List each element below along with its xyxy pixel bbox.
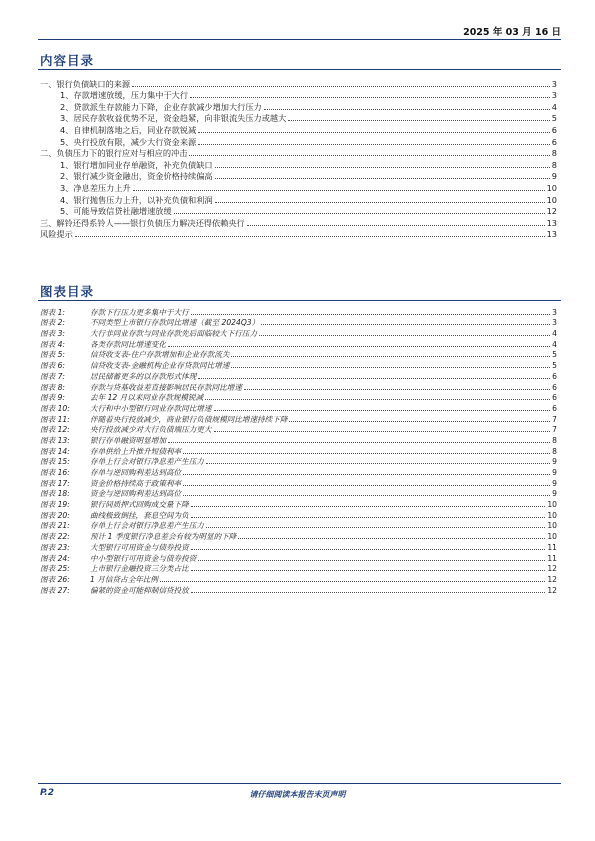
chart-number: 图表 26:: [40, 574, 70, 584]
chart-entry-label: 存款下行压力更多集中于大行: [90, 307, 189, 317]
toc-entry-label: 4、自律机制落地之后，同业存款锐减: [60, 124, 197, 135]
toc-entry[interactable]: [40, 171, 557, 183]
chart-list-entry[interactable]: [40, 403, 557, 414]
chart-entry-label: 银行间质押式回购成交量下降: [90, 500, 189, 510]
footer-page-number: P.2: [40, 788, 54, 798]
dot-leader: [191, 570, 546, 571]
chart-number: 图表 2:: [40, 318, 65, 328]
toc-entry-label: 3、净息差压力上升: [60, 182, 131, 193]
toc-entry-page: 13: [546, 229, 557, 240]
chart-entry-page: 12: [547, 574, 557, 584]
chart-number: 图表 6:: [40, 361, 65, 371]
dot-leader: [289, 421, 550, 422]
dot-leader: [206, 527, 545, 528]
chart-entry-label: 预计 1 季度银行净息差会有较为明显的下降: [90, 532, 237, 542]
chart-entry-page: 7: [552, 414, 557, 424]
chart-entry-label: 去年 12 月以来同业存款规模锐减: [90, 393, 204, 403]
dot-leader: [183, 474, 550, 475]
toc-entry[interactable]: [40, 113, 557, 125]
toc-entry[interactable]: [40, 148, 557, 160]
chart-number: 图表 17:: [40, 478, 70, 488]
toc-entry-page: 5: [551, 113, 557, 124]
chart-entry-label: 信贷收支表-住户存款增加和企业存款流失: [90, 350, 230, 360]
dot-leader: [132, 86, 550, 87]
toc-entry[interactable]: [40, 206, 557, 218]
chart-entry-page: 6: [552, 382, 557, 392]
toc-entry[interactable]: [40, 90, 557, 102]
chart-list-entry[interactable]: [40, 467, 557, 478]
dot-leader: [238, 538, 545, 539]
chart-entry-label: 伴随着央行投放减少，商业银行负债规模同比增速持续下降: [90, 414, 288, 424]
chart-entry-label: 存单上行会对银行净息差产生压力: [90, 457, 204, 467]
report-date: 2025 年 03 月 16 日: [463, 27, 561, 38]
toc-entry-label: 4、银行抛售压力上升，以补充负债和利润: [60, 194, 213, 205]
chart-list-entry[interactable]: [40, 350, 557, 361]
chart-number: 图表 16:: [40, 468, 70, 477]
chart-entry-page: 11: [547, 553, 557, 563]
dot-leader: [183, 485, 550, 486]
dot-leader: [133, 190, 545, 191]
dot-leader: [168, 346, 550, 347]
toc-entry-label: 风险提示: [40, 229, 73, 240]
toc-entry-label: 2、银行减少资金融出，资金价格持续偏高: [60, 171, 213, 182]
chart-number: 图表 10:: [40, 403, 70, 413]
chart-list-entry[interactable]: [40, 328, 557, 339]
chart-number: 图表 13:: [40, 435, 70, 445]
chart-list-entry[interactable]: [40, 318, 557, 329]
dot-leader: [261, 324, 550, 325]
dot-leader: [198, 378, 550, 379]
toc-entry-label: 一、银行负债缺口的来源: [40, 78, 131, 89]
chart-number: 图表 12:: [40, 425, 70, 435]
chart-number: 图表 5:: [40, 350, 65, 360]
chart-list-entry[interactable]: [40, 435, 557, 446]
toc-entry-page: 6: [551, 124, 557, 135]
chart-entry-page: 10: [547, 532, 557, 542]
chart-list-entry[interactable]: [40, 499, 557, 510]
chart-entry-label: 央行投放减少对大行负债端压力更大: [90, 425, 212, 435]
chart-list-entry[interactable]: [40, 574, 557, 585]
chart-number: 图表 22:: [40, 532, 70, 542]
chart-entry-page: 5: [552, 361, 557, 371]
dot-leader: [189, 155, 549, 156]
toc-title-divider: [38, 69, 561, 70]
chart-list-entry[interactable]: [40, 446, 557, 457]
toc-list: [40, 78, 557, 240]
chart-entry-page: 9: [552, 489, 557, 499]
chart-list-entry[interactable]: [40, 489, 557, 500]
toc-entry-page: 12: [546, 206, 557, 217]
chart-list-entry[interactable]: [40, 542, 557, 553]
chart-entry-page: 9: [552, 468, 557, 477]
chart-entry-label: 偏紧的资金可能抑制信贷投放: [90, 585, 189, 595]
dot-leader: [191, 592, 546, 593]
dot-leader: [174, 213, 545, 214]
chart-list-entry[interactable]: [40, 553, 557, 564]
chart-entry-page: 10: [547, 521, 557, 531]
chart-list-entry[interactable]: [40, 307, 557, 318]
toc-entry-label: 三、解铃还得系铃人——银行负债压力解决还得依赖央行: [40, 217, 245, 228]
chart-number: 图表 15:: [40, 457, 70, 467]
toc-entry-page: 3: [551, 90, 557, 101]
chart-entry-label: 资金价格持续高于政策利率: [90, 478, 182, 488]
dot-leader: [214, 410, 551, 411]
chart-number: 图表 9:: [40, 393, 65, 403]
chart-entry-page: 6: [552, 371, 557, 381]
dot-leader: [191, 506, 546, 507]
charts-title: 图表目录: [40, 284, 95, 299]
chart-entry-page: 11: [547, 542, 557, 552]
toc-entry-label: 5、央行投放有限，减少大行资金来源: [60, 136, 197, 147]
chart-entry-label: 中小型银行可用资金与债券投资: [90, 553, 197, 563]
dot-leader: [183, 453, 550, 454]
chart-number: 图表 23:: [40, 542, 70, 552]
toc-entry-page: 13: [546, 217, 557, 228]
chart-entry-label: 银行存单融资明显增加: [90, 435, 166, 445]
chart-number: 图表 27:: [40, 585, 70, 595]
chart-number: 图表 11:: [40, 414, 70, 424]
toc-entry-page: 9: [551, 171, 557, 182]
toc-entry[interactable]: [40, 136, 557, 148]
footer-divider: [38, 783, 561, 784]
dot-leader: [215, 202, 545, 203]
chart-entry-label: 大行和中小型银行同业存款同比增速: [90, 403, 212, 413]
chart-entry-label: 各类存款同比增速变化: [90, 339, 166, 349]
dot-leader: [215, 178, 550, 179]
chart-entry-page: 8: [552, 435, 557, 445]
toc-entry-page: 6: [551, 136, 557, 147]
toc-entry-label: 3、居民存款收益优势不足，资金趋紧，向非银流失压力或越大: [60, 113, 287, 124]
chart-number: 图表 4:: [40, 339, 65, 349]
chart-list-entry[interactable]: [40, 585, 557, 596]
chart-entry-label: 1 月信贷占全年比例: [90, 574, 158, 584]
charts-title-divider: [38, 300, 561, 301]
toc-entry-label: 5、可能导致信贷社融增速放缓: [60, 206, 172, 217]
dot-leader: [231, 356, 550, 357]
dot-leader: [198, 560, 545, 561]
toc-entry[interactable]: [40, 217, 557, 229]
dot-leader: [191, 549, 546, 550]
chart-entry-page: 4: [552, 329, 557, 339]
toc-entry-page: 8: [551, 159, 557, 170]
chart-entry-label: 曲线极致倒挂，套息空间为负: [90, 510, 189, 520]
dot-leader: [206, 463, 550, 464]
toc-entry[interactable]: [40, 78, 557, 90]
chart-list-entry[interactable]: [40, 371, 557, 382]
chart-list-entry[interactable]: [40, 521, 557, 532]
toc-entry-page: 10: [546, 194, 557, 205]
chart-list-entry[interactable]: [40, 531, 557, 542]
dot-leader: [75, 236, 545, 237]
chart-entry-page: 3: [552, 307, 557, 317]
chart-number: 图表 1:: [40, 307, 65, 317]
chart-entry-page: 7: [552, 425, 557, 435]
chart-number: 图表 25:: [40, 564, 70, 574]
chart-entry-label: 信贷收支表-金融机构企业存贷款同比增速: [90, 361, 230, 371]
chart-list-entry[interactable]: [40, 478, 557, 489]
chart-entry-page: 10: [547, 510, 557, 520]
dot-leader: [288, 120, 550, 121]
dot-leader: [160, 581, 545, 582]
dot-leader: [259, 335, 550, 336]
chart-list-entry[interactable]: [40, 510, 557, 521]
chart-entry-page: 6: [552, 403, 557, 413]
chart-list-entry[interactable]: [40, 339, 557, 350]
toc-entry-label: 2、贷款派生存款能力下降，企业存款减少增加大行压力: [60, 101, 262, 112]
chart-entry-page: 10: [547, 500, 557, 510]
chart-list-entry[interactable]: [40, 382, 557, 393]
dot-leader: [198, 144, 550, 145]
toc-entry[interactable]: [40, 182, 557, 194]
dot-leader: [231, 367, 550, 368]
header-divider: [38, 39, 561, 40]
dot-leader: [191, 517, 546, 518]
chart-number: 图表 19:: [40, 500, 70, 510]
footer-disclaimer-note: 请仔细阅读本报告末页声明: [249, 790, 346, 799]
chart-entry-label: 大型银行可用资金与债券投资: [90, 542, 189, 552]
chart-entry-label: 存单上行会对银行净息差产生压力: [90, 521, 204, 531]
chart-entry-label: 不同类型上市银行存款同比增速（截至 2024Q3）: [90, 318, 260, 328]
dot-leader: [214, 431, 551, 432]
chart-entry-page: 5: [552, 350, 557, 360]
chart-number: 图表 8:: [40, 382, 65, 392]
chart-list-entry[interactable]: [40, 457, 557, 468]
chart-number: 图表 21:: [40, 521, 70, 531]
chart-entry-page: 9: [552, 478, 557, 488]
chart-number: 图表 3:: [40, 329, 65, 339]
toc-entry-page: 10: [546, 182, 557, 193]
chart-entry-label: 居民储蓄更多的以存款形式体现: [90, 371, 197, 381]
chart-entry-label: 资金与逆回购利差达到高位: [90, 489, 182, 499]
chart-entry-page: 8: [552, 446, 557, 456]
chart-list-entry[interactable]: [40, 360, 557, 371]
chart-list-entry[interactable]: [40, 425, 557, 436]
toc-entry-page: 3: [551, 78, 557, 89]
chart-entry-page: 6: [552, 393, 557, 403]
toc-entry-page: 8: [551, 148, 557, 159]
dot-leader: [191, 314, 550, 315]
chart-entry-label: 存单供给上升推升短债利率: [90, 446, 182, 456]
chart-list-entry[interactable]: [40, 414, 557, 425]
toc-entry[interactable]: [40, 101, 557, 113]
chart-list: [40, 307, 557, 596]
dot-leader: [190, 97, 550, 98]
chart-entry-page: 9: [552, 457, 557, 467]
dot-leader: [198, 132, 550, 133]
chart-number: 图表 7:: [40, 371, 65, 381]
dot-leader: [247, 225, 545, 226]
toc-title: 内容目录: [40, 53, 95, 68]
toc-entry-label: 二、负债压力下的银行应对与相应的冲击: [40, 148, 188, 159]
toc-entry-page: 4: [551, 101, 557, 112]
chart-entry-label: 存单与逆回购利差达到高位: [90, 468, 182, 477]
chart-entry-page: 4: [552, 339, 557, 349]
toc-entry-label: 1、存款增速放缓，压力集中于大行: [60, 90, 189, 101]
dot-leader: [183, 495, 550, 496]
toc-entry[interactable]: [40, 229, 557, 241]
toc-entry[interactable]: [40, 194, 557, 206]
chart-number: 图表 20:: [40, 510, 70, 520]
dot-leader: [205, 399, 550, 400]
dot-leader: [244, 389, 550, 390]
chart-number: 图表 24:: [40, 553, 70, 563]
chart-number: 图表 18:: [40, 489, 70, 499]
chart-entry-label: 上市银行金融投资三分类占比: [90, 564, 189, 574]
toc-entry[interactable]: [40, 124, 557, 136]
chart-entry-page: 3: [552, 318, 557, 328]
chart-entry-label: 存款与贷基收益差直接影响居民存款同比增速: [90, 382, 242, 392]
dot-leader: [168, 442, 550, 443]
chart-number: 图表 14:: [40, 446, 70, 456]
chart-entry-page: 12: [547, 585, 557, 595]
chart-entry-page: 12: [547, 564, 557, 574]
chart-list-entry[interactable]: [40, 393, 557, 404]
dot-leader: [215, 167, 550, 168]
chart-entry-label: 大行非同业存款与同业存款先后面临较大下行压力: [90, 329, 258, 339]
toc-entry-label: 1、银行增加同业存单融资，补充负债缺口: [60, 159, 213, 170]
toc-entry[interactable]: [40, 159, 557, 171]
chart-list-entry[interactable]: [40, 564, 557, 575]
dot-leader: [264, 109, 550, 110]
